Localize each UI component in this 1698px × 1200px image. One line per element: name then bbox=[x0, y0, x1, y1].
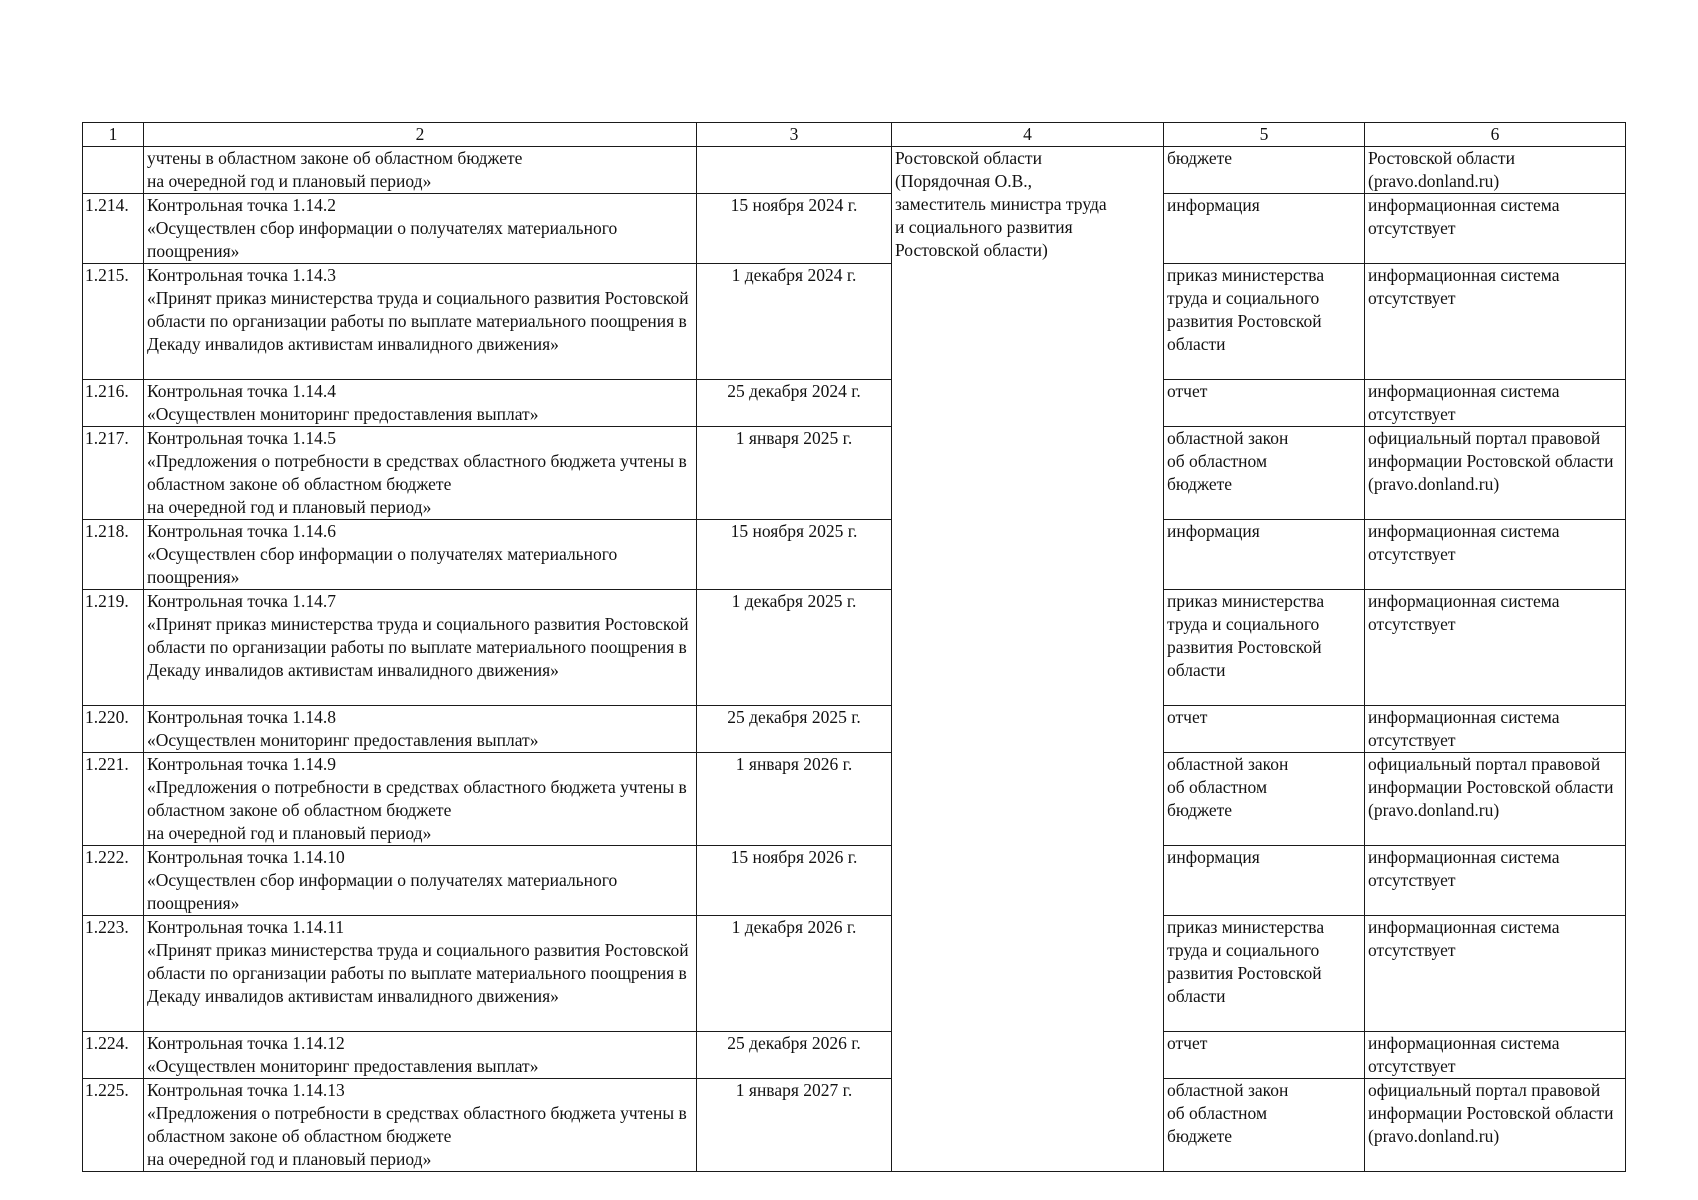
doc-type-cell: приказ министерства труда и социального развития Ростовской области bbox=[1164, 264, 1365, 380]
info-system-cell: информационная система отсутствует bbox=[1365, 590, 1626, 706]
table-row bbox=[83, 380, 1626, 427]
table-row bbox=[83, 1079, 1626, 1172]
description-cell: Контрольная точка 1.14.4 «Осуществлен мониторинг предоставления выплат» bbox=[144, 380, 697, 427]
table-row bbox=[83, 264, 1626, 380]
info-system-cell: информационная система отсутствует bbox=[1365, 264, 1626, 380]
doc-type-cell: отчет bbox=[1164, 380, 1365, 427]
row-number-cell: 1.224. bbox=[83, 1032, 144, 1079]
date-cell: 1 января 2027 г. bbox=[697, 1079, 892, 1172]
row-number-cell: 1.222. bbox=[83, 846, 144, 916]
column-number-3: 3 bbox=[697, 123, 892, 147]
row-number-cell: 1.214. bbox=[83, 194, 144, 264]
column-number-1: 1 bbox=[83, 123, 144, 147]
info-system-cell: официальный портал правовой информации Ростовской области (pravo.donland.ru) bbox=[1365, 753, 1626, 846]
info-system-cell: информационная система отсутствует bbox=[1365, 846, 1626, 916]
description-cell: Контрольная точка 1.14.9 «Предложения о потребности в средствах областного бюджета учтены в областном законе об областном бюджете на очередной год и плановый период» bbox=[144, 753, 697, 846]
row-number-cell: 1.220. bbox=[83, 706, 144, 753]
column-number-2: 2 bbox=[144, 123, 697, 147]
table-row bbox=[83, 427, 1626, 520]
description-cell: Контрольная точка 1.14.2 «Осуществлен сбор информации о получателях материального поощрения» bbox=[144, 194, 697, 264]
description-cell: Контрольная точка 1.14.12 «Осуществлен мониторинг предоставления выплат» bbox=[144, 1032, 697, 1079]
responsible-cell: Ростовской области (Порядочная О.В., заместитель министра труда и социального развития Ростовской области) bbox=[892, 147, 1164, 1172]
control-points-table bbox=[82, 122, 1626, 1172]
table-row bbox=[83, 706, 1626, 753]
column-number-5: 5 bbox=[1164, 123, 1365, 147]
doc-type-cell: отчет bbox=[1164, 706, 1365, 753]
continuation-date-cell bbox=[697, 147, 892, 194]
description-cell: Контрольная точка 1.14.10 «Осуществлен сбор информации о получателях материального поощрения» bbox=[144, 846, 697, 916]
doc-type-cell: информация bbox=[1164, 846, 1365, 916]
doc-type-cell: областной закон об областном бюджете bbox=[1164, 1079, 1365, 1172]
row-number-cell: 1.218. bbox=[83, 520, 144, 590]
doc-type-cell: приказ министерства труда и социального развития Ростовской области bbox=[1164, 590, 1365, 706]
date-cell: 15 ноября 2025 г. bbox=[697, 520, 892, 590]
row-number-cell: 1.216. bbox=[83, 380, 144, 427]
table-row bbox=[83, 590, 1626, 706]
date-cell: 1 декабря 2026 г. bbox=[697, 916, 892, 1032]
table-row bbox=[83, 194, 1626, 264]
table-row bbox=[83, 753, 1626, 846]
row-number-cell: 1.219. bbox=[83, 590, 144, 706]
date-cell: 1 января 2026 г. bbox=[697, 753, 892, 846]
info-system-cell: официальный портал правовой информации Ростовской области (pravo.donland.ru) bbox=[1365, 1079, 1626, 1172]
description-cell: Контрольная точка 1.14.7 «Принят приказ министерства труда и социального развития Ростовской области по организации работы по выплате материального поощрения в Декаду инвалидов активистам инвалидного движения» bbox=[144, 590, 697, 706]
doc-type-cell: информация bbox=[1164, 194, 1365, 264]
description-cell: Контрольная точка 1.14.8 «Осуществлен мониторинг предоставления выплат» bbox=[144, 706, 697, 753]
info-system-cell: информационная система отсутствует bbox=[1365, 1032, 1626, 1079]
column-number-header-row bbox=[83, 123, 1626, 147]
table-row bbox=[83, 916, 1626, 1032]
continuation-description-cell: учтены в областном законе об областном бюджете на очередной год и плановый период» bbox=[144, 147, 697, 194]
row-number-cell: 1.215. bbox=[83, 264, 144, 380]
row-number-cell: 1.221. bbox=[83, 753, 144, 846]
continuation-system-cell: Ростовской области (pravo.donland.ru) bbox=[1365, 147, 1626, 194]
column-number-4: 4 bbox=[892, 123, 1164, 147]
row-number-cell: 1.223. bbox=[83, 916, 144, 1032]
doc-type-cell: информация bbox=[1164, 520, 1365, 590]
info-system-cell: информационная система отсутствует bbox=[1365, 706, 1626, 753]
table-row bbox=[83, 1032, 1626, 1079]
date-cell: 1 декабря 2025 г. bbox=[697, 590, 892, 706]
row-number-cell: 1.225. bbox=[83, 1079, 144, 1172]
column-number-6: 6 bbox=[1365, 123, 1626, 147]
info-system-cell: информационная система отсутствует bbox=[1365, 916, 1626, 1032]
description-cell: Контрольная точка 1.14.5 «Предложения о потребности в средствах областного бюджета учтены в областном законе об областном бюджете на очередной год и плановый период» bbox=[144, 427, 697, 520]
continuation-row bbox=[83, 147, 1626, 194]
info-system-cell: информационная система отсутствует bbox=[1365, 520, 1626, 590]
date-cell: 15 ноября 2024 г. bbox=[697, 194, 892, 264]
date-cell: 25 декабря 2024 г. bbox=[697, 380, 892, 427]
doc-type-cell: отчет bbox=[1164, 1032, 1365, 1079]
description-cell: Контрольная точка 1.14.3 «Принят приказ министерства труда и социального развития Ростовской области по организации работы по выплате материального поощрения в Декаду инвалидов активистам инвалидного движения» bbox=[144, 264, 697, 380]
row-number-cell: 1.217. bbox=[83, 427, 144, 520]
date-cell: 25 декабря 2026 г. bbox=[697, 1032, 892, 1079]
description-cell: Контрольная точка 1.14.11 «Принят приказ министерства труда и социального развития Ростовской области по организации работы по выплате материального поощрения в Декаду инвалидов активистам инвалидного движения» bbox=[144, 916, 697, 1032]
info-system-cell: информационная система отсутствует bbox=[1365, 380, 1626, 427]
date-cell: 15 ноября 2026 г. bbox=[697, 846, 892, 916]
doc-type-cell: областной закон об областном бюджете bbox=[1164, 753, 1365, 846]
continuation-num-cell bbox=[83, 147, 144, 194]
description-cell: Контрольная точка 1.14.6 «Осуществлен сбор информации о получателях материального поощрения» bbox=[144, 520, 697, 590]
info-system-cell: информационная система отсутствует bbox=[1365, 194, 1626, 264]
info-system-cell: официальный портал правовой информации Ростовской области (pravo.donland.ru) bbox=[1365, 427, 1626, 520]
date-cell: 1 января 2025 г. bbox=[697, 427, 892, 520]
table-row bbox=[83, 846, 1626, 916]
doc-type-cell: приказ министерства труда и социального развития Ростовской области bbox=[1164, 916, 1365, 1032]
table-row bbox=[83, 520, 1626, 590]
continuation-doc-type-cell: бюджете bbox=[1164, 147, 1365, 194]
description-cell: Контрольная точка 1.14.13 «Предложения о потребности в средствах областного бюджета учтены в областном законе об областном бюджете на очередной год и плановый период» bbox=[144, 1079, 697, 1172]
date-cell: 1 декабря 2024 г. bbox=[697, 264, 892, 380]
date-cell: 25 декабря 2025 г. bbox=[697, 706, 892, 753]
doc-type-cell: областной закон об областном бюджете bbox=[1164, 427, 1365, 520]
